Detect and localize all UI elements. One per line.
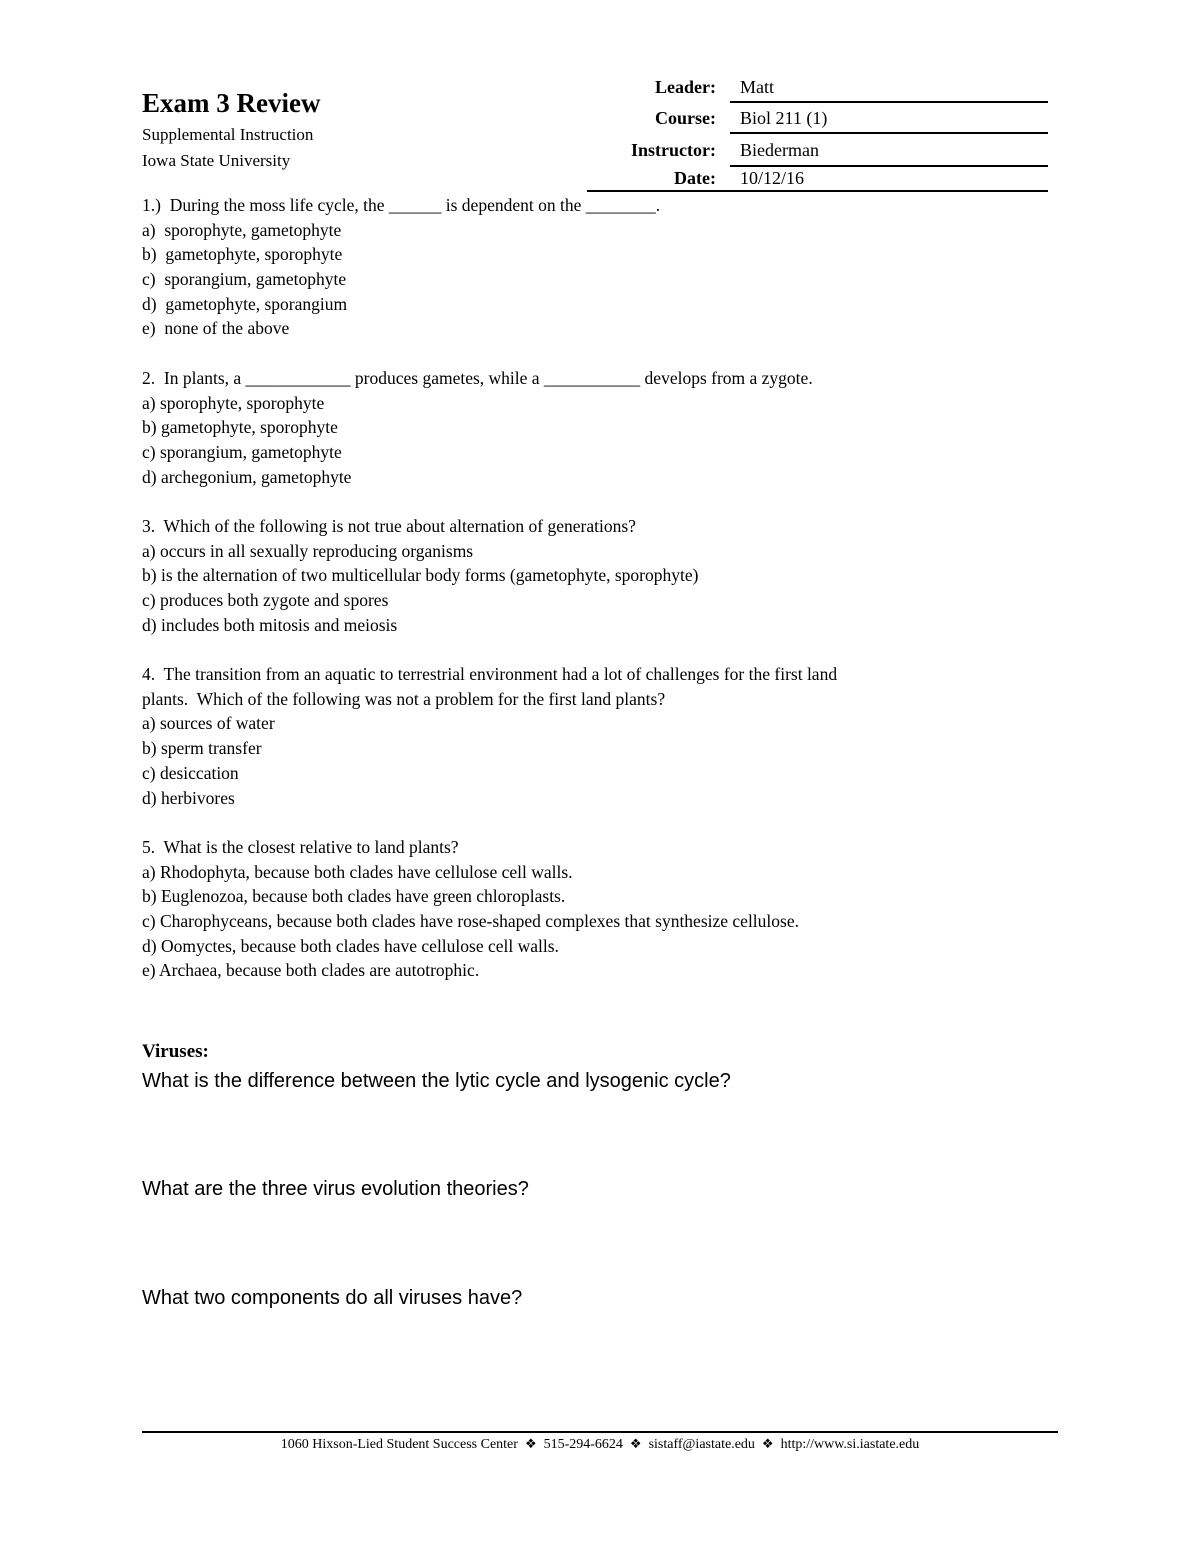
footer-email[interactable]: sistaff@iastate.edu [648,1437,755,1452]
date-label: Date: [674,168,716,188]
question-2-option-b: b) gametophyte, sporophyte [142,417,338,438]
question-1-option-a: a) sporophyte, gametophyte [142,219,342,240]
question-5-stem: 5. What is the closest relative to land plants? [142,836,459,857]
leader-rule [730,101,1048,103]
question-1-option-c: c) sporangium, gametophyte [142,269,347,290]
question-4-stem-line-2: plants. Which of the following was not a problem for the first land plants? [142,688,666,709]
question-2-option-c: c) sporangium, gametophyte [142,441,342,462]
page-title: Exam 3 Review [142,88,321,118]
footer-address: 1060 Hixson-Lied Student Success Center [280,1437,518,1452]
question-3-option-b: b) is the alternation of two multicellular body forms (gametophyte, sporophyte) [142,565,699,586]
question-3-option-c: c) produces both zygote and spores [142,590,389,610]
question-list [142,193,1062,983]
leader-value: Matt [740,77,774,97]
question-5-option-a: a) Rhodophyta, because both clades have cellulose cell walls. [142,861,573,882]
question-5-option-c: c) Charophyceans, because both clades have rose-shaped complexes that synthesize cellulose. [142,910,799,931]
viruses-question-3: What two components do all viruses have? [142,1287,523,1309]
footer-phone: 515-294-6624 [543,1437,623,1452]
question-4-option-a: a) sources of water [142,713,275,734]
question-1-option-d: d) gametophyte, sporangium [142,293,348,314]
question-2-stem: 2. In plants, a ____________ produces gametes, while a ___________ develops from a zygote. [142,367,813,388]
question-3-option-a: a) occurs in all sexually reproducing organisms [142,540,474,561]
question-1-option-b: b) gametophyte, sporophyte [142,244,343,265]
instructor-value: Biederman [740,140,819,160]
instructor-rule [730,165,1048,167]
question-2 [142,366,1062,489]
question-5-option-b: b) Euglenozoa, because both clades have green chloroplasts. [142,886,566,907]
footer [142,1436,1058,1453]
question-5 [142,835,1062,983]
question-4-option-c: c) desiccation [142,762,239,783]
viruses-question-1: What is the difference between the lytic cycle and lysogenic cycle? [142,1070,731,1092]
question-1-option-e: e) none of the above [142,318,290,339]
question-4-option-b: b) sperm transfer [142,738,262,759]
footer-separator-icon: ❖ [761,1436,774,1451]
footer-separator-icon: ❖ [524,1436,537,1451]
question-4-option-d: d) herbivores [142,787,235,808]
question-3-stem: 3. Which of the following is not true about alternation of generations? [142,515,636,536]
question-2-option-d: d) archegonium, gametophyte [142,466,352,487]
question-1 [142,193,1062,341]
header-bottom-rule [587,190,1048,192]
subtitle-program: Supplemental Instruction [142,125,314,144]
leader-label: Leader: [655,77,716,97]
footer-separator-icon: ❖ [629,1436,642,1451]
footer-rule [142,1431,1058,1433]
viruses-heading: Viruses: [142,1041,209,1062]
question-3 [142,514,1062,637]
question-4 [142,662,1062,810]
question-2-option-a: a) sporophyte, sporophyte [142,392,325,413]
question-1-stem: 1.) During the moss life cycle, the ______ is dependent on the ________. [142,195,661,215]
question-3-option-d: d) includes both mitosis and meiosis [142,614,398,635]
instructor-label: Instructor: [631,140,716,160]
subtitle-university: Iowa State University [142,151,291,170]
viruses-question-2: What are the three virus evolution theories? [142,1178,529,1200]
question-5-option-d: d) Oomyctes, because both clades have cellulose cell walls. [142,935,559,956]
date-value: 10/12/16 [740,168,805,188]
question-4-stem-line-1: 4. The transition from an aquatic to terrestrial environment had a lot of challenges for the first land [142,664,838,685]
footer-url[interactable]: http://www.si.iastate.edu [780,1437,920,1452]
course-label: Course: [655,108,716,128]
course-value: Biol 211 (1) [740,108,828,128]
course-rule [730,132,1048,134]
question-5-option-e: e) Archaea, because both clades are autotrophic. [142,960,480,981]
